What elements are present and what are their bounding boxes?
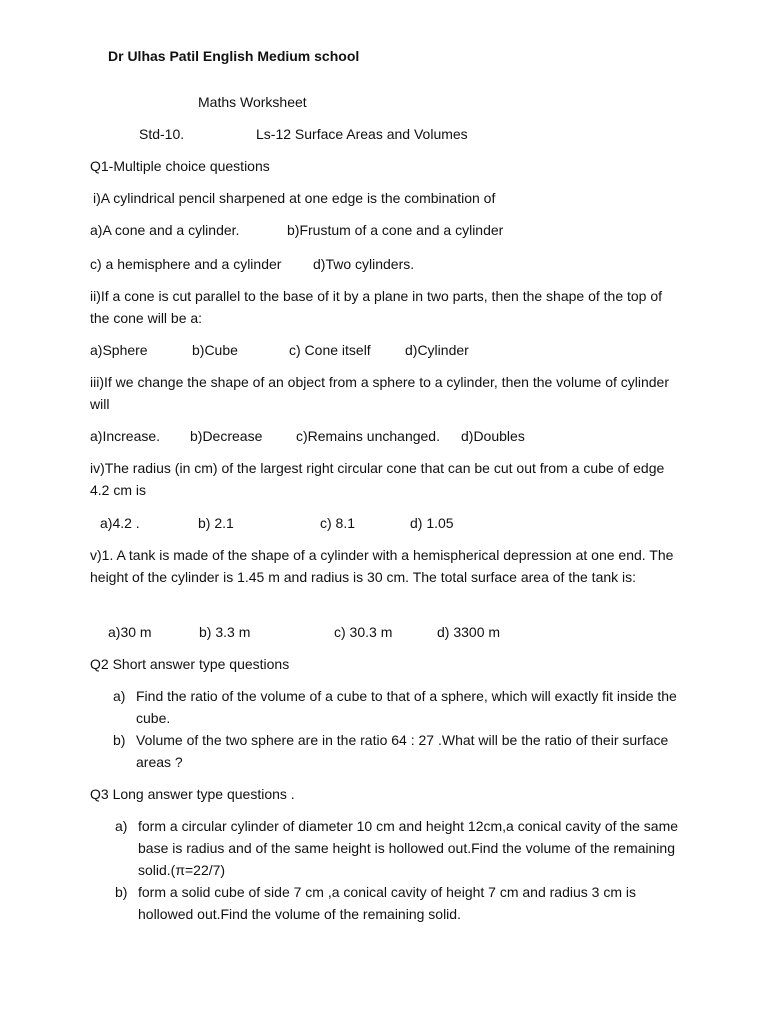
q2-heading: Q2 Short answer type questions (90, 656, 290, 672)
q1-q1-option-b: b)Frustum of a cone and a cylinder (287, 222, 504, 238)
q1-q5-option-a: a)30 m (108, 624, 152, 640)
q1-q1-option-d: d)Two cylinders. (313, 256, 415, 272)
q2-item-b-text: Volume of the two sphere are in the ratio 64 : 27 .What will be the ratio of their surface areas ? (136, 732, 669, 770)
q1-q4-option-b: b) 2.1 (198, 515, 234, 531)
q3-item-a (115, 815, 688, 881)
q1-question-3: iii)If we change the shape of an object from a sphere to a cylinder, then the volume of cylinder will (90, 374, 669, 412)
q3-item-b-marker: b) (115, 884, 128, 900)
q1-q4-option-c: c) 8.1 (320, 515, 356, 531)
q2-item-b (113, 729, 686, 773)
q1-question-1: i)A cylindrical pencil sharpened at one edge is the combination of (93, 190, 496, 206)
q1-question-2: ii)If a cone is cut parallel to the base of it by a plane in two parts, then the shape of the top of the cone will be a: (90, 288, 663, 326)
q2-item-b-marker: b) (113, 732, 126, 748)
q1-heading: Q1-Multiple choice questions (90, 158, 270, 174)
school-name: Dr Ulhas Patil English Medium school (108, 48, 360, 64)
q1-q3-option-c: c)Remains unchanged. (296, 428, 440, 444)
q1-q2-option-b: b)Cube (192, 342, 238, 358)
worksheet-title: Maths Worksheet (198, 94, 307, 110)
q1-q1-option-c: c) a hemisphere and a cylinder (90, 256, 282, 272)
q1-q3-option-d: d)Doubles (461, 428, 525, 444)
q2-item-a (113, 685, 686, 729)
q1-q5-option-c: c) 30.3 m (334, 624, 393, 640)
q2-item-a-text: Find the ratio of the volume of a cube to that of a sphere, which will exactly fit inside the cube. (136, 688, 677, 726)
q3-item-a-text: form a circular cylinder of diameter 10 cm and height 12cm,a conical cavity of the same base is radius and of the same height is hollowed out.Find the volume of the remaining solid.(π=22/7) (138, 818, 679, 878)
q1-question-5: v)1. A tank is made of the shape of a cylinder with a hemispherical depression at one end. The height of the cylinder is 1.45 m and radius is 30 cm. The total surface area of the tank is: (90, 547, 674, 585)
q1-q1-option-a: a)A cone and a cylinder. (90, 222, 240, 238)
q1-q5-option-b: b) 3.3 m (199, 624, 251, 640)
q3-item-b-text: form a solid cube of side 7 cm ,a conical cavity of height 7 cm and radius 3 cm is hollowed out.Find the volume of the remaining solid. (138, 884, 637, 922)
q3-heading: Q3 Long answer type questions . (90, 786, 295, 802)
q1-q4-option-a: a)4.2 . (100, 515, 140, 531)
q3-item-b (115, 881, 688, 925)
q1-q2-option-d: d)Cylinder (405, 342, 469, 358)
q2-item-a-marker: a) (113, 688, 126, 704)
q1-q4-option-d: d) 1.05 (410, 515, 454, 531)
q1-question-4: iv)The radius (in cm) of the largest right circular cone that can be cut out from a cube of edge 4.2 cm is (90, 460, 665, 498)
q1-q3-option-a: a)Increase. (90, 428, 161, 444)
q1-q2-option-a: a)Sphere (90, 342, 148, 358)
q3-item-a-marker: a) (115, 818, 128, 834)
q1-q5-option-d: d) 3300 m (437, 624, 501, 640)
lesson-label: Ls-12 Surface Areas and Volumes (256, 126, 468, 142)
standard-label: Std-10. (139, 126, 185, 142)
q1-q3-option-b: b)Decrease (190, 428, 263, 444)
q1-q2-option-c: c) Cone itself (289, 342, 371, 358)
